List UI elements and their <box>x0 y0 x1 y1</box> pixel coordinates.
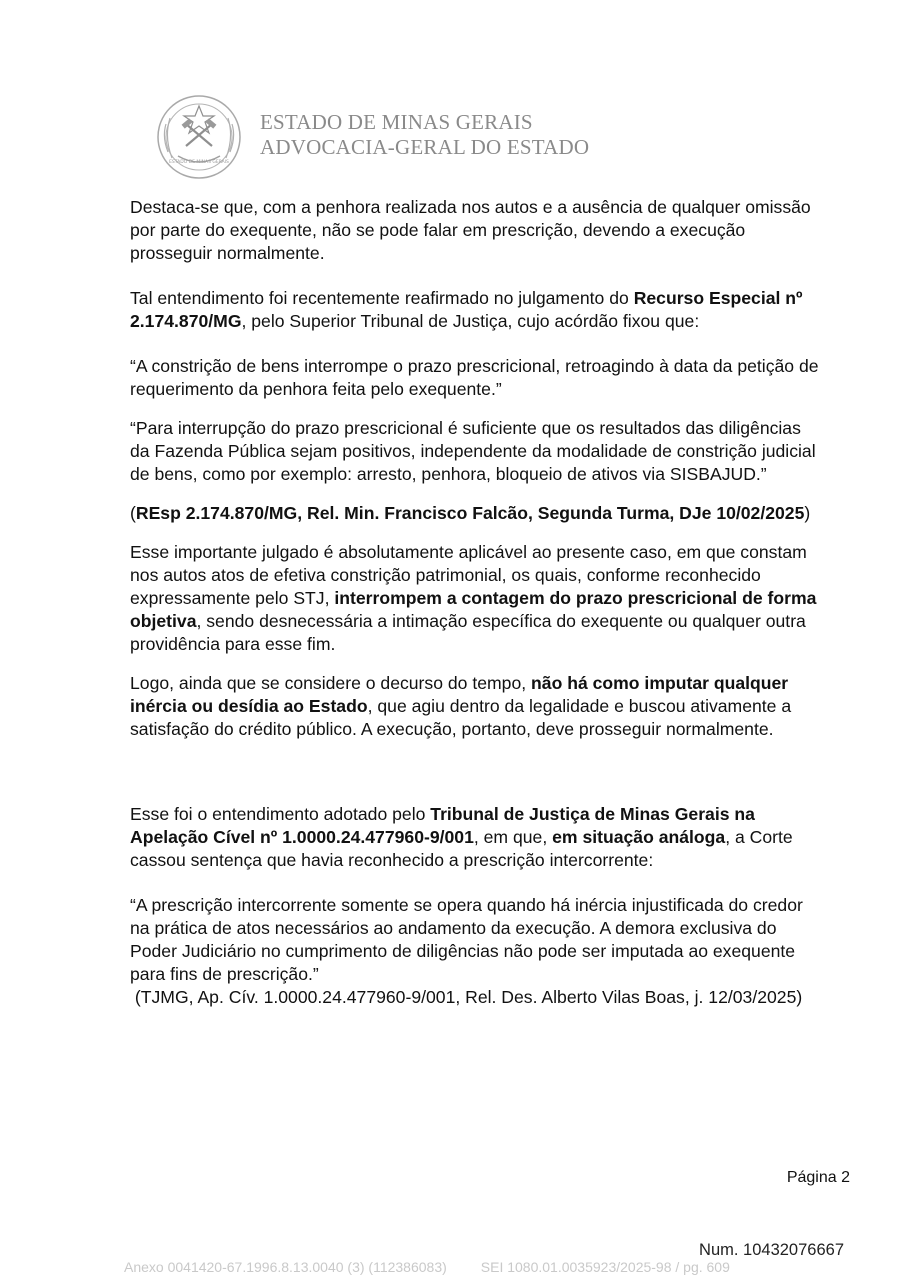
paragraph-text: , sendo desnecessária a intimação específica do exequente ou qualquer outra providência para esse fim. <box>130 611 806 654</box>
paragraph-text: , a Corte cassou sentença que havia reconhecido a prescrição intercorrente: <box>130 827 793 870</box>
footer-watermark <box>124 1258 730 1276</box>
header-organization <box>260 110 589 160</box>
header-agency-name: ADVOCACIA-GERAL DO ESTADO <box>260 135 590 159</box>
paragraph-text: Tal entendimento foi recentemente reafirmado no julgamento do <box>130 288 634 308</box>
bold-court-reference: Tribunal de Justiça de Minas Gerais na Apelação Cível nº 1.0000.24.477960-9/001 <box>130 804 755 847</box>
bold-citation: REsp 2.174.870/MG, Rel. Min. Francisco Falcão, Segunda Turma, DJe 10/02/2025 <box>135 503 805 523</box>
paragraph-text: , em que, <box>473 827 553 847</box>
header-state-name: ESTADO DE MINAS GERAIS <box>260 110 533 134</box>
paragraph-penhora: Destaca-se que, com a penhora realizada nos autos e a ausência de qualquer omissão por parte do exequente, não se pode falar em prescrição, devendo a execução prosseguir normalmente. <box>130 197 811 263</box>
paragraph-recurso-especial <box>130 287 820 333</box>
paragraph-tjmg <box>130 803 820 872</box>
bold-emphasis: não há como imputar qualquer inércia ou desídia ao Estado <box>130 673 789 716</box>
quote-text: “A prescrição intercorrente somente se opera quando há inércia injustificada do credor na prática de atos necessários ao andamento da execução. A demora exclusiva do Poder Judiciário no cumprimento de diligências não pode ser imputada ao exequente para fins de prescrição.” <box>130 895 803 984</box>
paren-open: ( <box>130 503 136 523</box>
document-body <box>130 196 820 1009</box>
paren-close: ) <box>804 503 811 523</box>
document-header <box>156 94 756 184</box>
paragraph-text: , pelo Superior Tribunal de Justiça, cujo acórdão fixou que: <box>241 311 700 331</box>
document-number: Num. 10432076667 <box>699 1241 844 1259</box>
quote-interrupcao: “Para interrupção do prazo prescricional é suficiente que os resultados das diligências da Fazenda Pública sejam positivos, independente da modalidade de constrição judicial de bens, como por exemplo: arresto, penhora, bloqueio de ativos via SISBAJUD.” <box>130 418 816 484</box>
bold-emphasis: interrompem a contagem do prazo prescricional de forma objetiva <box>130 588 817 631</box>
citation-resp <box>130 502 820 525</box>
quote-prescricao-intercorrente <box>130 894 820 1009</box>
paragraph-julgado-aplicavel <box>130 541 820 656</box>
seal-text: ESTADO DE MINAS GERAIS <box>169 160 229 165</box>
paragraph-text: Esse foi o entendimento adotado pelo <box>130 804 431 824</box>
paragraph-text: Logo, ainda que se considere o decurso do tempo, <box>130 673 532 693</box>
footer-sei-reference: SEI 1080.01.0035923/2025-98 / pg. 609 <box>480 1259 730 1275</box>
citation-tjmg: (TJMG, Ap. Cív. 1.0000.24.477960-9/001, Rel. Des. Alberto Vilas Boas, j. 12/03/2025) <box>130 987 803 1007</box>
coat-of-arms-seal-icon <box>156 94 242 180</box>
paragraph-text: Esse importante julgado é absolutamente aplicável ao presente caso, em que constam nos autos atos de efetiva constrição patrimonial, os quais, conforme reconhecido expressamente pelo STJ, <box>130 542 807 608</box>
paragraph-logo <box>130 672 820 741</box>
footer-annex-reference: Anexo 0041420-67.1996.8.13.0040 (3) (112386083) <box>124 1259 447 1275</box>
page-number: Página 2 <box>786 1169 850 1186</box>
quote-constricao: “A constrição de bens interrompe o prazo prescricional, retroagindo à data da petição de requerimento da penhora feita pelo exequente.” <box>130 356 819 399</box>
paragraph-spacer <box>130 741 820 803</box>
paragraph-text: , que agiu dentro da legalidade e buscou ativamente a satisfação do crédito público. A execução, portanto, deve prosseguir normalmente. <box>130 696 792 739</box>
bold-case-reference: Recurso Especial nº 2.174.870/MG <box>130 288 803 331</box>
bold-emphasis: em situação análoga <box>552 827 726 847</box>
